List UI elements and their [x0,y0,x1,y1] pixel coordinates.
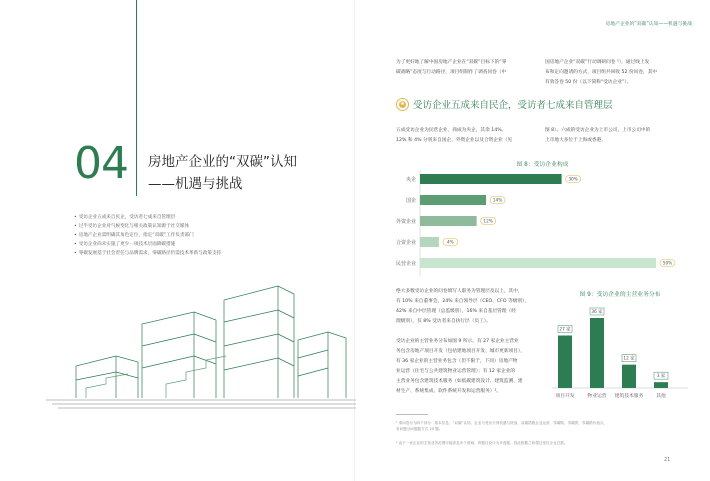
key-point: • 零碳发展基于社会责任与品牌需求，零碳路径仍需技术革新与政策支持 [74,249,221,258]
intro-paragraph-right [545,58,687,88]
section-line: 五成受访企业为民营企业，商成为央企，其余 14%、 [396,128,507,133]
body-line: 务包含房地产项目开发（包括建地项目开发、城市更新项目）， [396,349,525,354]
body-line: 有 36 家企业的主营业务包含（但不限于，下同）房地产物 [396,359,518,364]
chart9-category-label: 物业运营 [587,394,607,399]
key-point: • 受访企业五成来自民企，受访者七成来自管理层 [74,213,221,222]
buildings-line-illustration [46,262,356,410]
chart8-category-label: 外资企业 [395,219,416,225]
body-line: 受访企业的主营业务分布如图 9 所示。有 27 家企业主营业 [396,339,519,344]
chapter-key-points [74,213,221,258]
chart8-value-label: 50% [662,261,673,267]
body-line: 42% 来自中层管理（总监级别），16% 来自基层管理（经 [396,309,516,314]
chart9-bar [558,336,572,389]
body-line: 绝大多数受访企业的问卷填写人职务为管理层及以上，其中， [396,289,523,294]
intro-line: 碳战略”态度与行动路径，项目组制作了调查问卷（中 [396,70,507,75]
key-point: • 房地产企业需明确其角色定位，指定“双碳”工作负责部门 [74,231,221,240]
section-line: 12% 和 4% 分别来自国企、外资企业以及合资企业（见 [396,138,513,143]
chart9-bar [654,382,668,388]
body-line: 有 10% 来自董事会，24% 来自领导层（CEO、CFO 等级别）， [396,299,530,304]
chart8-value-label: 30% [568,177,578,183]
chart9-value-label: 12 家 [623,356,635,362]
chart8-bar [420,195,486,205]
section-line: 上市地大多位于上海或香港。 [545,138,606,143]
body-paragraph-1 [396,287,546,327]
intro-line: 布和定向邀请的方式，项目组共回收 52 份问卷，其中 [545,70,658,75]
chart8-bar [420,216,477,226]
chart9-value-label: 36 家 [591,310,603,315]
section-heading-text: 受访企业五成来自民企，受访者七成来自管理层 [413,100,613,111]
chart8-value-label: 4% [446,240,454,246]
section-paragraph-left [396,126,536,146]
footnote-2: ² 由于一家企业的主营业务范围可能涉及多个领域，该题目设计为多选题，因此数据之和超过受访企业总数。 [396,441,568,445]
body-line: 材生产、系统集成、软件系统开发和运营服务）²。 [396,389,502,394]
intro-paragraph-left [396,58,532,78]
body-line: 业运营（住宅与公共建筑物业运营管理）；有 12 家企业的 [396,369,516,374]
chart9-category-label: 项目开发 [555,394,575,399]
section-line: 图 8）。六成的受访企业为上市公司，上市公司中的 [545,128,651,133]
footnote-1 [396,420,686,432]
page-number: 21 [664,457,671,463]
chart8-horizontal-bar-chart [360,170,690,278]
section-heading [396,97,613,111]
chart8-bar [420,174,562,184]
chapter-title-line-2: ——机遇与挑战 [148,176,243,192]
chart9-title: 图 9：受访企业的主营业务分布 [579,292,661,298]
chart9-bar [622,365,636,388]
chart8-category-label: 合资企业 [395,240,416,246]
key-point: • 过半受访企业对气候变化与相关政策认知源于社交媒体 [74,222,221,231]
footnote-line: 有问题分问题题方式 25 题。 [396,427,443,431]
chart9-value-label: 27 家 [559,327,571,333]
running-head: 房地产企业的“双碳”认知——机遇与挑战 [605,22,692,27]
chart8-category-label: 国企 [405,198,416,204]
chart9-category-label: 其他 [656,394,666,399]
chapter-title [148,151,297,195]
chart8-bar [420,258,656,268]
body-line: 理级别），仅 8% 受访者来自执行层（员工）。 [396,319,491,324]
chart9-bar [590,318,604,388]
footnote-line: ¹ 请问卷分为四个部分：基本信息、“双碳”认知、企业与受访分别机遇与挑战、双碳措施企业运营、零碳路、零碳资、零碳路价值点、 [396,421,608,425]
chart8-bar [420,237,439,247]
chart9-value-label: 3 家 [656,374,666,380]
chart8-category-label: 央企 [405,177,416,183]
chapter-vertical-rule [136,0,137,196]
chart9-vertical-bar-chart [550,302,690,402]
intro-line: 为了更好地了解中国房地产企业在“双碳”目标下的“零 [396,60,507,65]
chart8-title: 图 8：受访企业构成 [516,162,569,168]
section-paragraph-right [545,126,687,146]
intro-line: 国房地产企业“双碳”行动调研问卷 ¹），通过线上发 [545,60,650,65]
intro-line: 有效答卷 50 份（以下简称“受访企业”）。 [545,80,632,85]
body-paragraph-2 [396,337,546,397]
body-line: 主营业务包含建筑技术服务（如低碳建筑设计、建筑监测、建 [396,379,523,384]
key-point: • 受访企业尚未实施了更少一项技术层面降碳措施 [74,240,221,249]
chart8-value-label: 12% [483,219,493,225]
chart9-category-label: 建筑技术服务 [614,394,644,399]
chapter-title-line-1: 房地产企业的“双碳”认知 [148,154,297,170]
footnote-rule [396,414,428,415]
chart8-value-label: 14% [492,198,503,204]
leaf-badge-icon: ❀ [396,98,409,111]
chart8-category-label: 民营企业 [395,261,416,267]
chapter-number: 04 [74,138,128,189]
